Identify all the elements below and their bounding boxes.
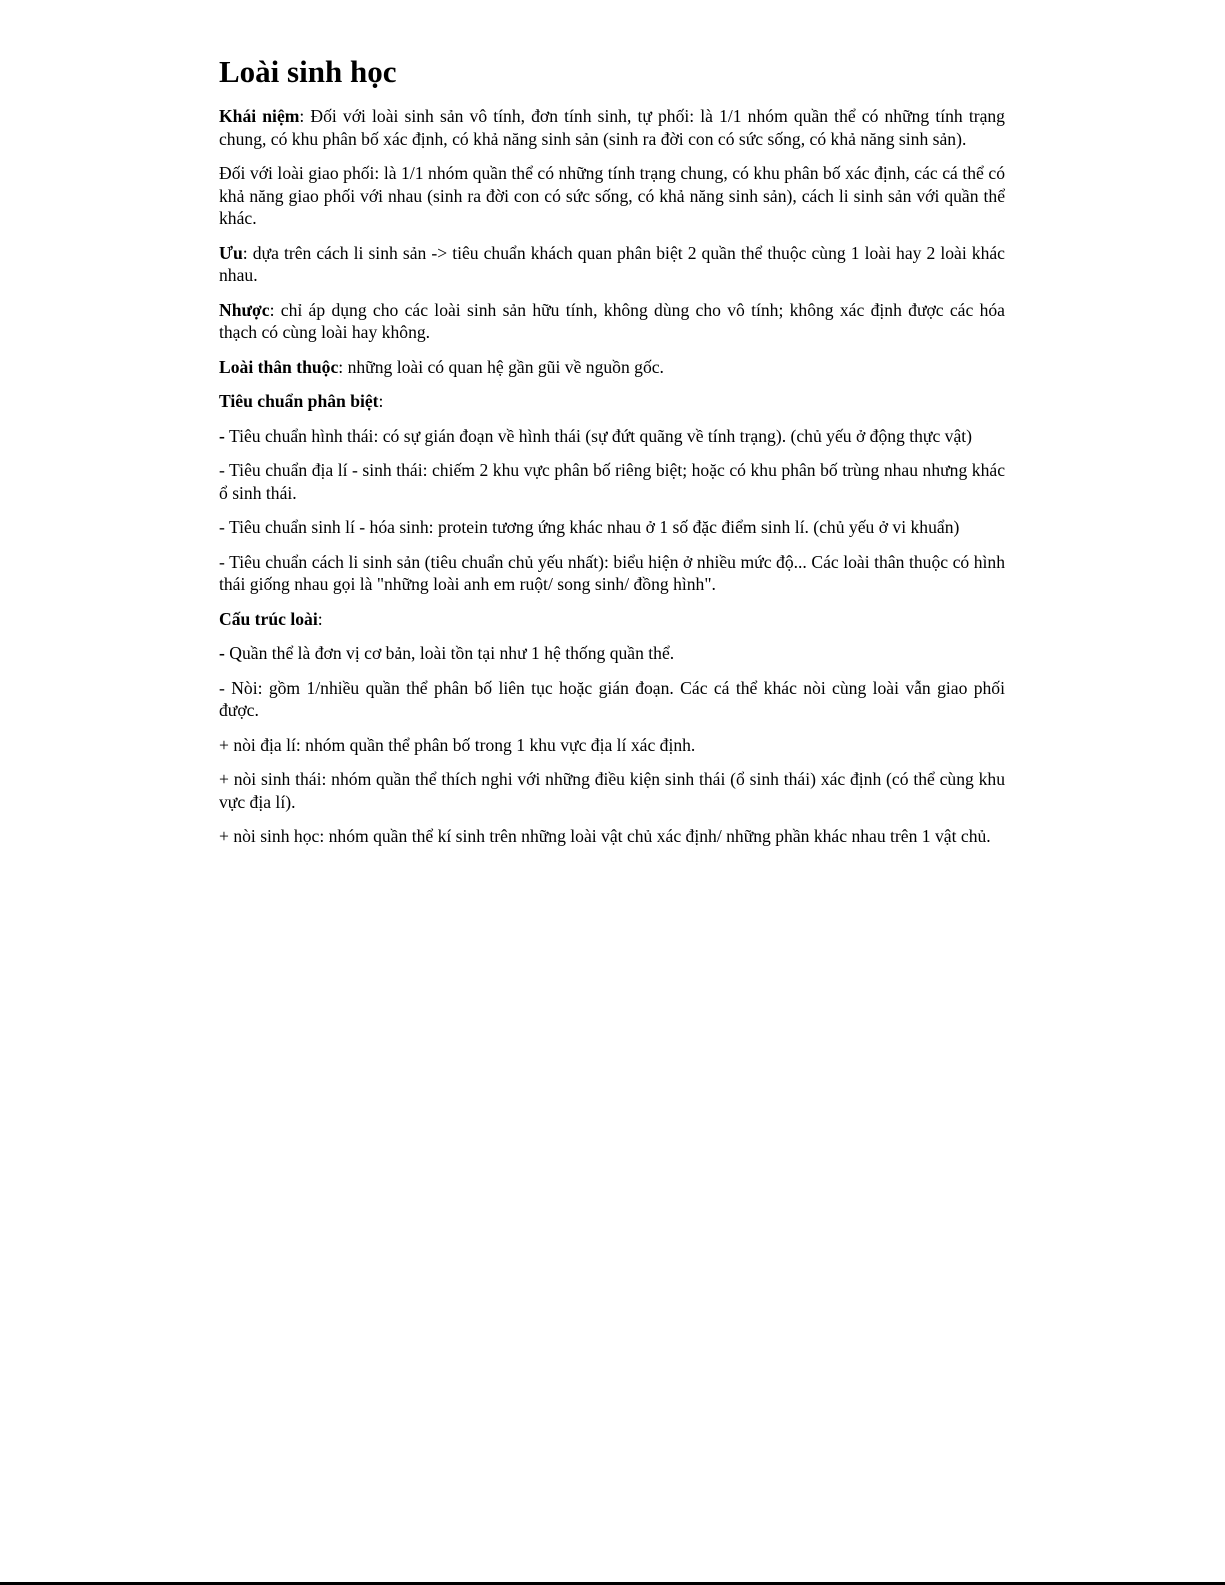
paragraph-label: Tiêu chuẩn phân biệt — [219, 391, 379, 411]
list-item-noi-sinh-thai — [219, 768, 1005, 813]
list-item-tieu-chuan-dia-li — [219, 459, 1005, 504]
list-item-tieu-chuan-sinh-li — [219, 516, 1005, 539]
heading-tieu-chuan-phan-biet — [219, 390, 1005, 413]
paragraph-text: - Tiêu chuẩn sinh lí - hóa sinh: protein tương ứng khác nhau ở 1 số đặc điểm sinh lí. (chủ yếu ở vi khuẩn) — [219, 517, 960, 537]
heading-cau-truc-loai — [219, 608, 1005, 631]
paragraph-label: Ưu — [219, 242, 243, 263]
paragraph-text: Tiêu chuẩn hình thái: có sự gián đoạn về hình thái (sự đứt quãng về tính trạng). (chủ yếu ở động thực vật) — [228, 425, 973, 446]
paragraph-label: Loài thân thuộc — [219, 356, 339, 377]
bullet-dash: - — [219, 425, 225, 446]
paragraph-text: - Tiêu chuẩn cách li sinh sản (tiêu chuẩn chủ yếu nhất): biểu hiện ở nhiều mức độ... Các loài thân thuộc có hình thái giống nhau gọi là "những loài anh em ruột/ song sinh/ đồng hình". — [219, 551, 1005, 594]
label-separator: : — [269, 299, 281, 320]
paragraph-text: Quần thể là đơn vị cơ bản, loài tồn tại như 1 hệ thống quần thể. — [229, 643, 675, 663]
paragraph-text: + nòi sinh thái: nhóm quần thể thích nghi với những điều kiện sinh thái (ổ sinh thái) xác định (có thể cùng khu vực địa lí). — [219, 769, 1005, 812]
label-separator: : — [378, 391, 384, 411]
list-item-tieu-chuan-cach-li — [219, 551, 1005, 596]
label-separator: : — [317, 608, 323, 629]
list-item-noi-dia-li — [219, 734, 1005, 757]
list-item-tieu-chuan-hinh-thai — [219, 425, 1005, 448]
paragraph-text: chỉ áp dụng cho các loài sinh sản hữu tính, không dùng cho vô tính; không xác định được các hóa thạch có cùng loài hay không. — [219, 299, 1005, 342]
bullet-dash: - — [219, 643, 225, 663]
paragraph-text: những loài có quan hệ gần gũi về nguồn gốc. — [347, 356, 664, 377]
paragraph-text: Đối với loài giao phối: là 1/1 nhóm quần thể có những tính trạng chung, có khu phân bố xác định, các cá thể có khả năng giao phối với nhau (sinh ra đời con có sức sống, có khả năng sinh sản), cách li sinh sản với quần thể khác. — [219, 163, 1005, 228]
paragraph-text: dựa trên cách li sinh sản -> tiêu chuẩn khách quan phân biệt 2 quần thể thuộc cùng 1 loài hay 2 loài khác nhau. — [219, 242, 1005, 285]
paragraph-khai-niem — [219, 105, 1005, 150]
list-item-quan-the — [219, 642, 1005, 665]
paragraph-text: - Tiêu chuẩn địa lí - sinh thái: chiếm 2 khu vực phân bố riêng biệt; hoặc có khu phân bố trùng nhau nhưng khác ổ sinh thái. — [219, 460, 1005, 503]
paragraph-text: Đối với loài sinh sản vô tính, đơn tính sinh, tự phối: là 1/1 nhóm quần thể có những tính trạng chung, có khu phân bố xác định, có khả năng sinh sản (sinh ra đời con có sức sống, có khả năng sinh sản). — [219, 106, 1005, 149]
label-separator: : — [338, 356, 348, 377]
document-page — [219, 50, 1005, 860]
paragraph-nhuoc — [219, 299, 1005, 344]
label-separator: : — [242, 242, 253, 263]
paragraph-text: + nòi địa lí: nhóm quần thể phân bố trong 1 khu vực địa lí xác định. — [219, 734, 696, 755]
paragraph-label: Cấu trúc loài — [219, 608, 318, 629]
list-item-noi-sinh-hoc — [219, 825, 1005, 848]
paragraph-loai-giao-phoi — [219, 162, 1005, 230]
page-title: Loài sinh học — [219, 54, 397, 89]
paragraph-uu — [219, 242, 1005, 287]
paragraph-text: + nòi sinh học: nhóm quần thể kí sinh trên những loài vật chủ xác định/ những phần khác nhau trên 1 vật chủ. — [219, 826, 991, 846]
label-separator: : — [299, 106, 311, 126]
list-item-noi — [219, 677, 1005, 722]
paragraph-loai-than-thuoc — [219, 356, 1005, 379]
paragraph-label: Nhược — [219, 299, 270, 320]
paragraph-label: Khái niệm — [219, 106, 300, 126]
paragraph-text: - Nòi: gồm 1/nhiều quần thể phân bố liên tục hoặc gián đoạn. Các cá thể khác nòi cùng loài vẫn giao phối được. — [219, 677, 1005, 720]
